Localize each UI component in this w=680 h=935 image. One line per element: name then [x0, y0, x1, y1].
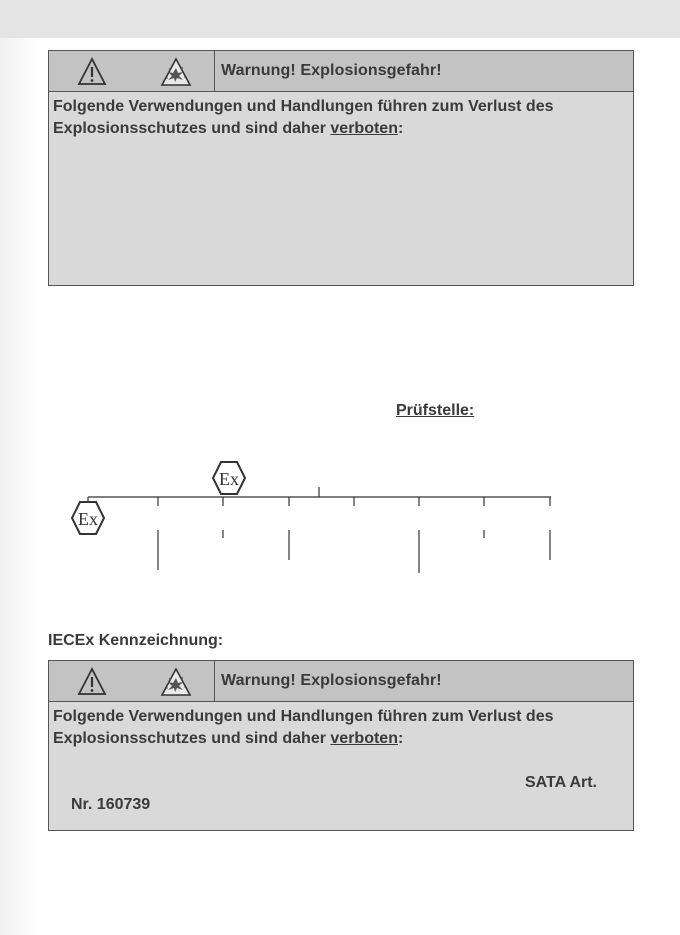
warning-header — [49, 661, 633, 702]
warning-title: Warnung! Explosionsgefahr! — [221, 672, 442, 689]
iecex-heading: IECEx Kennzeichnung: — [48, 632, 224, 649]
ex-symbol-lower: Ex — [78, 509, 98, 529]
marking-ticks — [88, 497, 550, 506]
colon: : — [397, 730, 404, 747]
forbidden-word: verboten — [330, 730, 398, 747]
explosive-hazard-icon — [49, 661, 214, 701]
warning-body — [49, 702, 633, 750]
forbidden-word: verboten — [330, 120, 398, 137]
marking-leaders — [158, 530, 550, 573]
ex-hexagon-icon-lower — [72, 502, 104, 534]
warning-title: Warnung! Explosionsgefahr! — [221, 62, 442, 79]
warning-intro-text: Folgende Verwendungen und Handlungen führen zum Verlust des Explosionsschutzes und sind daher — [53, 98, 554, 137]
article-reference-part2: Nr. 160739 — [71, 796, 151, 813]
ex-hexagon-icon-upper — [213, 462, 245, 494]
ex-symbol-upper: Ex — [219, 469, 239, 489]
colon: : — [397, 120, 404, 137]
pruefstelle-label: Prüfstelle: — [396, 402, 475, 419]
warning-intro-text: Folgende Verwendungen und Handlungen führen zum Verlust des Explosionsschutzes und sind daher — [53, 708, 554, 747]
warning-icons — [49, 661, 215, 701]
warning-box-explosion-2 — [48, 660, 634, 831]
article-reference-part1: SATA Art. — [525, 774, 597, 791]
